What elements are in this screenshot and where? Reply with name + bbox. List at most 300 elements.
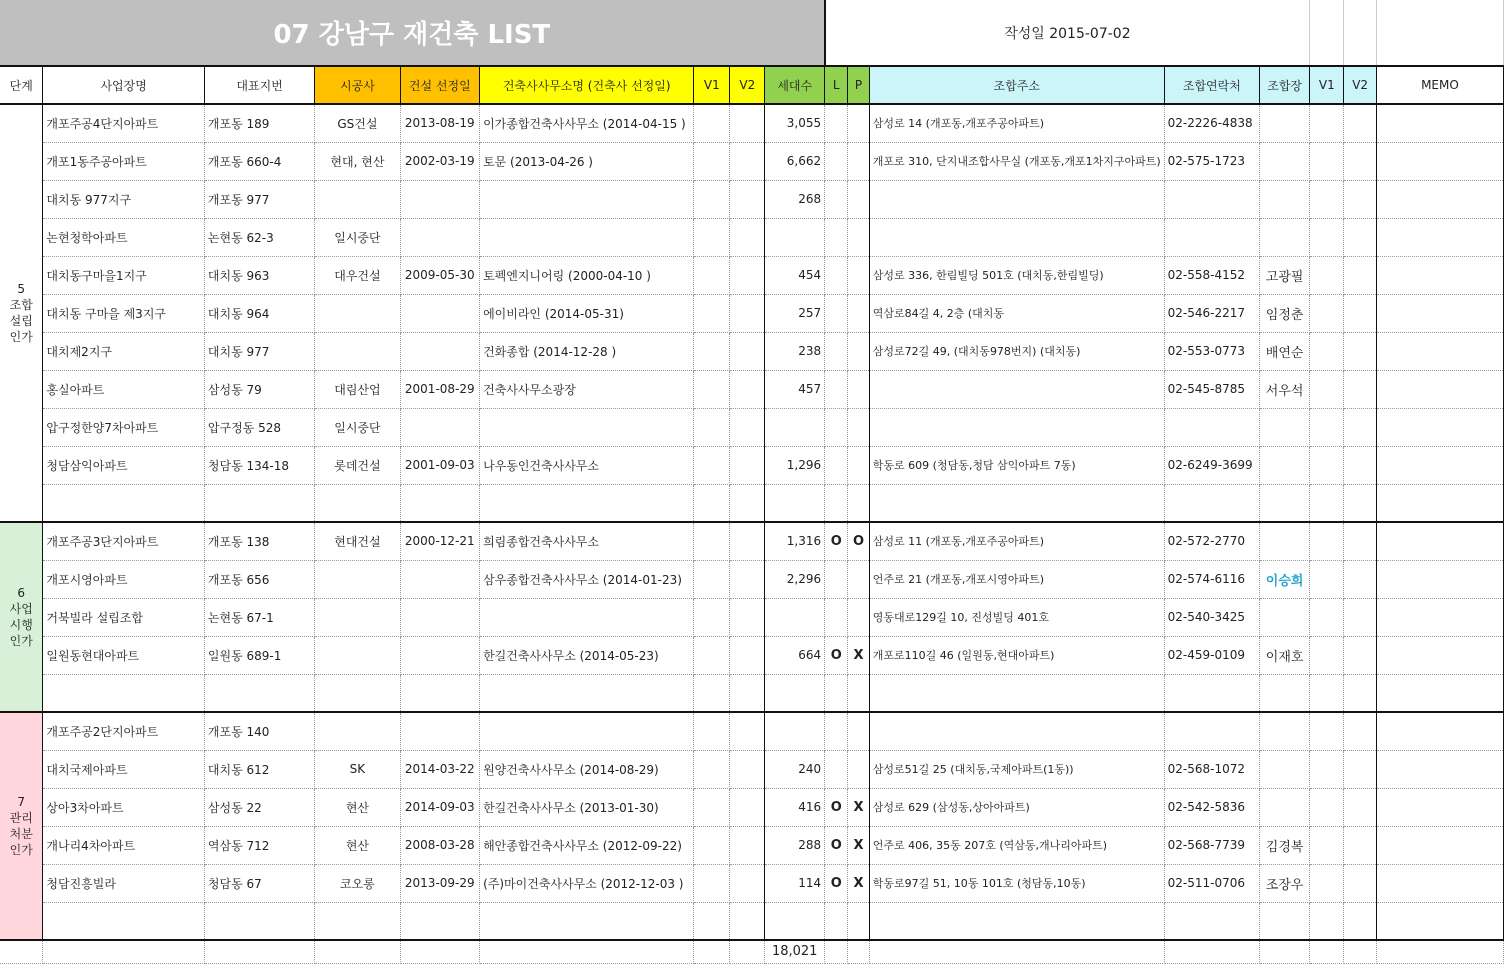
chief-cell[interactable]: 조장우 <box>1260 864 1310 902</box>
v2-cell[interactable] <box>730 712 765 750</box>
architect-cell[interactable]: 한길건축사사무소 (2013-01-30) <box>480 788 694 826</box>
contact-cell[interactable]: 02-568-7739 <box>1164 826 1259 864</box>
lot-cell[interactable]: 삼성동 22 <box>204 788 314 826</box>
contractor-cell[interactable] <box>315 712 400 750</box>
v1b-cell[interactable] <box>1310 408 1344 446</box>
v1b-cell[interactable] <box>1310 218 1344 256</box>
project-name-cell[interactable]: 대치동 977지구 <box>43 180 204 218</box>
selected-date-cell[interactable]: 2013-09-29 <box>400 864 480 902</box>
project-name-cell[interactable]: 청담삼익아파트 <box>43 446 204 484</box>
l-mark-cell[interactable] <box>825 294 848 332</box>
v1b-cell[interactable] <box>1310 902 1344 940</box>
chief-cell[interactable] <box>1260 712 1310 750</box>
v2b-cell[interactable] <box>1344 332 1376 370</box>
v2-cell[interactable] <box>730 902 765 940</box>
lot-cell[interactable]: 개포동 138 <box>204 522 314 560</box>
total-households[interactable]: 18,021 <box>765 940 825 963</box>
v2b-cell[interactable] <box>1344 598 1376 636</box>
lot-cell[interactable]: 대치동 977 <box>204 332 314 370</box>
contact-cell[interactable]: 02-572-2770 <box>1164 522 1259 560</box>
p-mark-cell[interactable] <box>848 218 869 256</box>
v1-cell[interactable] <box>694 104 730 142</box>
contractor-cell[interactable]: 롯데건설 <box>315 446 400 484</box>
v2b-cell[interactable] <box>1344 446 1376 484</box>
memo-cell[interactable] <box>1376 560 1503 598</box>
l-mark-cell[interactable] <box>825 712 848 750</box>
project-name-cell[interactable]: 대치동구마을1지구 <box>43 256 204 294</box>
v2b-cell[interactable] <box>1344 788 1376 826</box>
architect-cell[interactable]: 에이비라인 (2014-05-31) <box>480 294 694 332</box>
v1b-cell[interactable] <box>1310 864 1344 902</box>
selected-date-cell[interactable]: 2014-03-22 <box>400 750 480 788</box>
architect-cell[interactable]: 원양건축사사무소 (2014-08-29) <box>480 750 694 788</box>
v1b-cell[interactable] <box>1310 294 1344 332</box>
selected-date-cell[interactable] <box>400 674 480 712</box>
v2b-cell[interactable] <box>1344 294 1376 332</box>
v1-cell[interactable] <box>694 408 730 446</box>
address-cell[interactable]: 영동대로129길 10, 진성빌딩 401호 <box>869 598 1164 636</box>
architect-cell[interactable]: (주)마이건축사사무소 (2012-12-03 ) <box>480 864 694 902</box>
lot-cell[interactable]: 대치동 963 <box>204 256 314 294</box>
address-cell[interactable] <box>869 408 1164 446</box>
header-chief[interactable]: 조합장 <box>1260 66 1310 104</box>
v2-cell[interactable] <box>730 332 765 370</box>
header-project-name[interactable]: 사업장명 <box>43 66 204 104</box>
v1-cell[interactable] <box>694 712 730 750</box>
v2-cell[interactable] <box>730 636 765 674</box>
memo-cell[interactable] <box>1376 218 1503 256</box>
empty-cell[interactable] <box>1376 940 1503 963</box>
memo-cell[interactable] <box>1376 332 1503 370</box>
contact-cell[interactable]: 02-540-3425 <box>1164 598 1259 636</box>
contractor-cell[interactable] <box>315 180 400 218</box>
v1-cell[interactable] <box>694 788 730 826</box>
selected-date-cell[interactable] <box>400 902 480 940</box>
address-cell[interactable] <box>869 484 1164 522</box>
p-mark-cell[interactable] <box>848 712 869 750</box>
architect-cell[interactable]: 희림종합건축사사무소 <box>480 522 694 560</box>
lot-cell[interactable] <box>204 484 314 522</box>
households-cell[interactable]: 1,296 <box>765 446 825 484</box>
header-memo[interactable]: MEMO <box>1376 66 1503 104</box>
households-cell[interactable]: 457 <box>765 370 825 408</box>
project-name-cell[interactable]: 상아3차아파트 <box>43 788 204 826</box>
header-v2b[interactable]: V2 <box>1344 66 1376 104</box>
lot-cell[interactable]: 개포동 140 <box>204 712 314 750</box>
project-name-cell[interactable]: 거북빌라 설립조합 <box>43 598 204 636</box>
chief-cell[interactable] <box>1260 218 1310 256</box>
l-mark-cell[interactable]: O <box>825 788 848 826</box>
contact-cell[interactable]: 02-542-5836 <box>1164 788 1259 826</box>
contractor-cell[interactable]: 일시중단 <box>315 218 400 256</box>
address-cell[interactable]: 삼성로72길 49, (대치동978번지) (대치동) <box>869 332 1164 370</box>
contractor-cell[interactable]: SK <box>315 750 400 788</box>
contact-cell[interactable]: 02-553-0773 <box>1164 332 1259 370</box>
households-cell[interactable] <box>765 902 825 940</box>
v2-cell[interactable] <box>730 826 765 864</box>
address-cell[interactable]: 삼성로 11 (개포동,개포주공아파트) <box>869 522 1164 560</box>
p-mark-cell[interactable] <box>848 256 869 294</box>
l-mark-cell[interactable] <box>825 484 848 522</box>
address-cell[interactable] <box>869 370 1164 408</box>
v1-cell[interactable] <box>694 674 730 712</box>
l-mark-cell[interactable] <box>825 142 848 180</box>
p-mark-cell[interactable] <box>848 180 869 218</box>
contact-cell[interactable]: 02-6249-3699 <box>1164 446 1259 484</box>
v2-cell[interactable] <box>730 598 765 636</box>
v2b-cell[interactable] <box>1344 674 1376 712</box>
v2-cell[interactable] <box>730 750 765 788</box>
p-mark-cell[interactable] <box>848 446 869 484</box>
v2b-cell[interactable] <box>1344 750 1376 788</box>
p-mark-cell[interactable] <box>848 294 869 332</box>
header-selected-date[interactable]: 건설 선정일 <box>400 66 480 104</box>
contact-cell[interactable]: 02-2226-4838 <box>1164 104 1259 142</box>
chief-cell[interactable] <box>1260 180 1310 218</box>
chief-cell[interactable]: 김경복 <box>1260 826 1310 864</box>
l-mark-cell[interactable] <box>825 674 848 712</box>
chief-cell[interactable] <box>1260 142 1310 180</box>
empty-cell[interactable] <box>1164 940 1259 963</box>
v2-cell[interactable] <box>730 788 765 826</box>
address-cell[interactable]: 삼성로 14 (개포동,개포주공아파트) <box>869 104 1164 142</box>
households-cell[interactable]: 1,316 <box>765 522 825 560</box>
l-mark-cell[interactable] <box>825 750 848 788</box>
address-cell[interactable]: 삼성로 336, 한림빌딩 501호 (대치동,한림빌딩) <box>869 256 1164 294</box>
chief-cell[interactable] <box>1260 484 1310 522</box>
empty-cell[interactable] <box>204 940 314 963</box>
address-cell[interactable] <box>869 218 1164 256</box>
project-name-cell[interactable]: 개나리4차아파트 <box>43 826 204 864</box>
selected-date-cell[interactable] <box>400 294 480 332</box>
lot-cell[interactable]: 개포동 977 <box>204 180 314 218</box>
v1-cell[interactable] <box>694 294 730 332</box>
v1-cell[interactable] <box>694 560 730 598</box>
architect-cell[interactable] <box>480 218 694 256</box>
memo-cell[interactable] <box>1376 636 1503 674</box>
contractor-cell[interactable]: 현대, 현산 <box>315 142 400 180</box>
v2b-cell[interactable] <box>1344 256 1376 294</box>
contractor-cell[interactable] <box>315 294 400 332</box>
lot-cell[interactable]: 대치동 612 <box>204 750 314 788</box>
address-cell[interactable]: 삼성로 629 (삼성동,상아아파트) <box>869 788 1164 826</box>
stage-label[interactable]: 5 조합 설립 인가 <box>0 104 43 522</box>
selected-date-cell[interactable] <box>400 332 480 370</box>
contact-cell[interactable]: 02-574-6116 <box>1164 560 1259 598</box>
contractor-cell[interactable] <box>315 674 400 712</box>
lot-cell[interactable]: 개포동 656 <box>204 560 314 598</box>
header-lot[interactable]: 대표지번 <box>204 66 314 104</box>
architect-cell[interactable] <box>480 674 694 712</box>
project-name-cell[interactable]: 논현청학아파트 <box>43 218 204 256</box>
p-mark-cell[interactable] <box>848 902 869 940</box>
contractor-cell[interactable]: GS건설 <box>315 104 400 142</box>
project-name-cell[interactable]: 대치동 구마을 제3지구 <box>43 294 204 332</box>
chief-cell[interactable] <box>1260 522 1310 560</box>
v2-cell[interactable] <box>730 218 765 256</box>
v1b-cell[interactable] <box>1310 674 1344 712</box>
chief-cell[interactable]: 고광필 <box>1260 256 1310 294</box>
p-mark-cell[interactable] <box>848 560 869 598</box>
architect-cell[interactable]: 토펙엔지니어링 (2000-04-10 ) <box>480 256 694 294</box>
architect-cell[interactable] <box>480 408 694 446</box>
lot-cell[interactable] <box>204 674 314 712</box>
header-v2[interactable]: V2 <box>730 66 765 104</box>
v1-cell[interactable] <box>694 598 730 636</box>
selected-date-cell[interactable] <box>400 180 480 218</box>
memo-cell[interactable] <box>1376 902 1503 940</box>
p-mark-cell[interactable]: X <box>848 864 869 902</box>
memo-cell[interactable] <box>1376 598 1503 636</box>
contact-cell[interactable] <box>1164 712 1259 750</box>
empty-cell[interactable] <box>0 940 43 963</box>
contractor-cell[interactable]: 코오롱 <box>315 864 400 902</box>
memo-cell[interactable] <box>1376 826 1503 864</box>
l-mark-cell[interactable] <box>825 256 848 294</box>
contractor-cell[interactable] <box>315 902 400 940</box>
empty-cell[interactable] <box>694 940 730 963</box>
header-l[interactable]: L <box>825 66 848 104</box>
households-cell[interactable]: 240 <box>765 750 825 788</box>
project-name-cell[interactable]: 대치국제아파트 <box>43 750 204 788</box>
architect-cell[interactable] <box>480 712 694 750</box>
project-name-cell[interactable]: 개포1동주공아파트 <box>43 142 204 180</box>
architect-cell[interactable]: 토문 (2013-04-26 ) <box>480 142 694 180</box>
memo-cell[interactable] <box>1376 370 1503 408</box>
v1-cell[interactable] <box>694 218 730 256</box>
v1-cell[interactable] <box>694 332 730 370</box>
v1b-cell[interactable] <box>1310 712 1344 750</box>
households-cell[interactable]: 664 <box>765 636 825 674</box>
v2-cell[interactable] <box>730 370 765 408</box>
empty-cell[interactable] <box>730 940 765 963</box>
chief-cell[interactable]: 이승희 <box>1260 560 1310 598</box>
v2-cell[interactable] <box>730 522 765 560</box>
selected-date-cell[interactable]: 2014-09-03 <box>400 788 480 826</box>
v2b-cell[interactable] <box>1344 826 1376 864</box>
lot-cell[interactable]: 개포동 660-4 <box>204 142 314 180</box>
v1b-cell[interactable] <box>1310 446 1344 484</box>
p-mark-cell[interactable] <box>848 332 869 370</box>
contact-cell[interactable]: 02-545-8785 <box>1164 370 1259 408</box>
v1b-cell[interactable] <box>1310 256 1344 294</box>
project-name-cell[interactable]: 일원동현대아파트 <box>43 636 204 674</box>
v2b-cell[interactable] <box>1344 142 1376 180</box>
header-stage[interactable]: 단계 <box>0 66 43 104</box>
p-mark-cell[interactable]: O <box>848 522 869 560</box>
project-name-cell[interactable]: 개포주공3단지아파트 <box>43 522 204 560</box>
chief-cell[interactable] <box>1260 598 1310 636</box>
architect-cell[interactable]: 이가종합건축사사무소 (2014-04-15 ) <box>480 104 694 142</box>
chief-cell[interactable]: 이재호 <box>1260 636 1310 674</box>
l-mark-cell[interactable] <box>825 180 848 218</box>
architect-cell[interactable] <box>480 598 694 636</box>
memo-cell[interactable] <box>1376 104 1503 142</box>
memo-cell[interactable] <box>1376 750 1503 788</box>
contractor-cell[interactable]: 현산 <box>315 826 400 864</box>
l-mark-cell[interactable] <box>825 370 848 408</box>
p-mark-cell[interactable] <box>848 598 869 636</box>
v2b-cell[interactable] <box>1344 180 1376 218</box>
architect-cell[interactable]: 해안종합건축사사무소 (2012-09-22) <box>480 826 694 864</box>
architect-cell[interactable] <box>480 902 694 940</box>
households-cell[interactable]: 238 <box>765 332 825 370</box>
contractor-cell[interactable]: 대우건설 <box>315 256 400 294</box>
header-address[interactable]: 조합주소 <box>869 66 1164 104</box>
v1b-cell[interactable] <box>1310 750 1344 788</box>
households-cell[interactable] <box>765 712 825 750</box>
v1b-cell[interactable] <box>1310 598 1344 636</box>
v2-cell[interactable] <box>730 104 765 142</box>
v2b-cell[interactable] <box>1344 522 1376 560</box>
v1b-cell[interactable] <box>1310 370 1344 408</box>
v2-cell[interactable] <box>730 560 765 598</box>
memo-cell[interactable] <box>1376 180 1503 218</box>
households-cell[interactable] <box>765 484 825 522</box>
households-cell[interactable]: 2,296 <box>765 560 825 598</box>
households-cell[interactable]: 454 <box>765 256 825 294</box>
header-contractor[interactable]: 시공사 <box>315 66 400 104</box>
households-cell[interactable]: 416 <box>765 788 825 826</box>
l-mark-cell[interactable] <box>825 332 848 370</box>
memo-cell[interactable] <box>1376 522 1503 560</box>
v1-cell[interactable] <box>694 370 730 408</box>
selected-date-cell[interactable] <box>400 598 480 636</box>
chief-cell[interactable] <box>1260 104 1310 142</box>
header-households[interactable]: 세대수 <box>765 66 825 104</box>
l-mark-cell[interactable] <box>825 560 848 598</box>
header-contact[interactable]: 조합연락처 <box>1164 66 1259 104</box>
v1b-cell[interactable] <box>1310 560 1344 598</box>
project-name-cell[interactable] <box>43 902 204 940</box>
v2b-cell[interactable] <box>1344 104 1376 142</box>
v2-cell[interactable] <box>730 484 765 522</box>
v2-cell[interactable] <box>730 142 765 180</box>
v1-cell[interactable] <box>694 826 730 864</box>
selected-date-cell[interactable]: 2009-05-30 <box>400 256 480 294</box>
v1-cell[interactable] <box>694 484 730 522</box>
empty-cell[interactable] <box>43 940 204 963</box>
l-mark-cell[interactable] <box>825 598 848 636</box>
households-cell[interactable] <box>765 218 825 256</box>
v2b-cell[interactable] <box>1344 636 1376 674</box>
empty-cell[interactable] <box>869 940 1164 963</box>
memo-cell[interactable] <box>1376 484 1503 522</box>
address-cell[interactable]: 학동로 609 (청담동,청담 삼익아파트 7동) <box>869 446 1164 484</box>
l-mark-cell[interactable] <box>825 218 848 256</box>
lot-cell[interactable]: 압구정동 528 <box>204 408 314 446</box>
lot-cell[interactable]: 역삼동 712 <box>204 826 314 864</box>
memo-cell[interactable] <box>1376 864 1503 902</box>
project-name-cell[interactable] <box>43 674 204 712</box>
selected-date-cell[interactable] <box>400 484 480 522</box>
selected-date-cell[interactable] <box>400 560 480 598</box>
households-cell[interactable]: 3,055 <box>765 104 825 142</box>
empty-cell[interactable] <box>400 940 480 963</box>
address-cell[interactable]: 언주로 21 (개포동,개포시영아파트) <box>869 560 1164 598</box>
contractor-cell[interactable] <box>315 332 400 370</box>
chief-cell[interactable] <box>1260 902 1310 940</box>
households-cell[interactable]: 257 <box>765 294 825 332</box>
v2-cell[interactable] <box>730 446 765 484</box>
address-cell[interactable]: 삼성로51길 25 (대치동,국제아파트(1동)) <box>869 750 1164 788</box>
empty-cell[interactable] <box>315 940 400 963</box>
households-cell[interactable]: 288 <box>765 826 825 864</box>
empty-cell[interactable] <box>480 940 694 963</box>
v2-cell[interactable] <box>730 180 765 218</box>
v2b-cell[interactable] <box>1344 560 1376 598</box>
address-cell[interactable]: 개포로 310, 단지내조합사무실 (개포동,개포1차지구아파트) <box>869 142 1164 180</box>
address-cell[interactable]: 역삼로84길 4, 2층 (대치동 <box>869 294 1164 332</box>
v2-cell[interactable] <box>730 294 765 332</box>
contact-cell[interactable] <box>1164 902 1259 940</box>
stage-label[interactable]: 7 관리 처분 인가 <box>0 712 43 940</box>
v1b-cell[interactable] <box>1310 180 1344 218</box>
contractor-cell[interactable] <box>315 636 400 674</box>
v1b-cell[interactable] <box>1310 332 1344 370</box>
chief-cell[interactable] <box>1260 674 1310 712</box>
address-cell[interactable]: 개포로110길 46 (일원동,현대아파트) <box>869 636 1164 674</box>
p-mark-cell[interactable]: X <box>848 826 869 864</box>
v1-cell[interactable] <box>694 636 730 674</box>
contact-cell[interactable] <box>1164 408 1259 446</box>
v2b-cell[interactable] <box>1344 370 1376 408</box>
v2b-cell[interactable] <box>1344 484 1376 522</box>
contractor-cell[interactable]: 대림산업 <box>315 370 400 408</box>
contractor-cell[interactable] <box>315 598 400 636</box>
v1b-cell[interactable] <box>1310 788 1344 826</box>
contact-cell[interactable]: 02-558-4152 <box>1164 256 1259 294</box>
selected-date-cell[interactable] <box>400 712 480 750</box>
v1-cell[interactable] <box>694 180 730 218</box>
lot-cell[interactable]: 청담동 134-18 <box>204 446 314 484</box>
empty-cell[interactable] <box>1344 940 1376 963</box>
address-cell[interactable]: 언주로 406, 35동 207호 (역삼동,개나리아파트) <box>869 826 1164 864</box>
selected-date-cell[interactable]: 2002-03-19 <box>400 142 480 180</box>
architect-cell[interactable]: 건화종합 (2014-12-28 ) <box>480 332 694 370</box>
chief-cell[interactable]: 임정춘 <box>1260 294 1310 332</box>
memo-cell[interactable] <box>1376 446 1503 484</box>
address-cell[interactable] <box>869 712 1164 750</box>
selected-date-cell[interactable]: 2001-08-29 <box>400 370 480 408</box>
address-cell[interactable] <box>869 674 1164 712</box>
address-cell[interactable] <box>869 180 1164 218</box>
v1b-cell[interactable] <box>1310 636 1344 674</box>
v2b-cell[interactable] <box>1344 902 1376 940</box>
v1b-cell[interactable] <box>1310 826 1344 864</box>
project-name-cell[interactable] <box>43 484 204 522</box>
households-cell[interactable] <box>765 674 825 712</box>
households-cell[interactable]: 6,662 <box>765 142 825 180</box>
households-cell[interactable]: 268 <box>765 180 825 218</box>
project-name-cell[interactable]: 청담진흥빌라 <box>43 864 204 902</box>
project-name-cell[interactable]: 개포주공4단지아파트 <box>43 104 204 142</box>
lot-cell[interactable]: 대치동 964 <box>204 294 314 332</box>
contractor-cell[interactable]: 현산 <box>315 788 400 826</box>
contact-cell[interactable] <box>1164 218 1259 256</box>
p-mark-cell[interactable] <box>848 142 869 180</box>
v1b-cell[interactable] <box>1310 104 1344 142</box>
chief-cell[interactable] <box>1260 750 1310 788</box>
empty-cell[interactable] <box>1310 940 1344 963</box>
contact-cell[interactable]: 02-546-2217 <box>1164 294 1259 332</box>
contractor-cell[interactable]: 현대건설 <box>315 522 400 560</box>
selected-date-cell[interactable]: 2008-03-28 <box>400 826 480 864</box>
memo-cell[interactable] <box>1376 256 1503 294</box>
architect-cell[interactable]: 건축사사무소광장 <box>480 370 694 408</box>
l-mark-cell[interactable]: O <box>825 636 848 674</box>
lot-cell[interactable]: 논현동 62-3 <box>204 218 314 256</box>
